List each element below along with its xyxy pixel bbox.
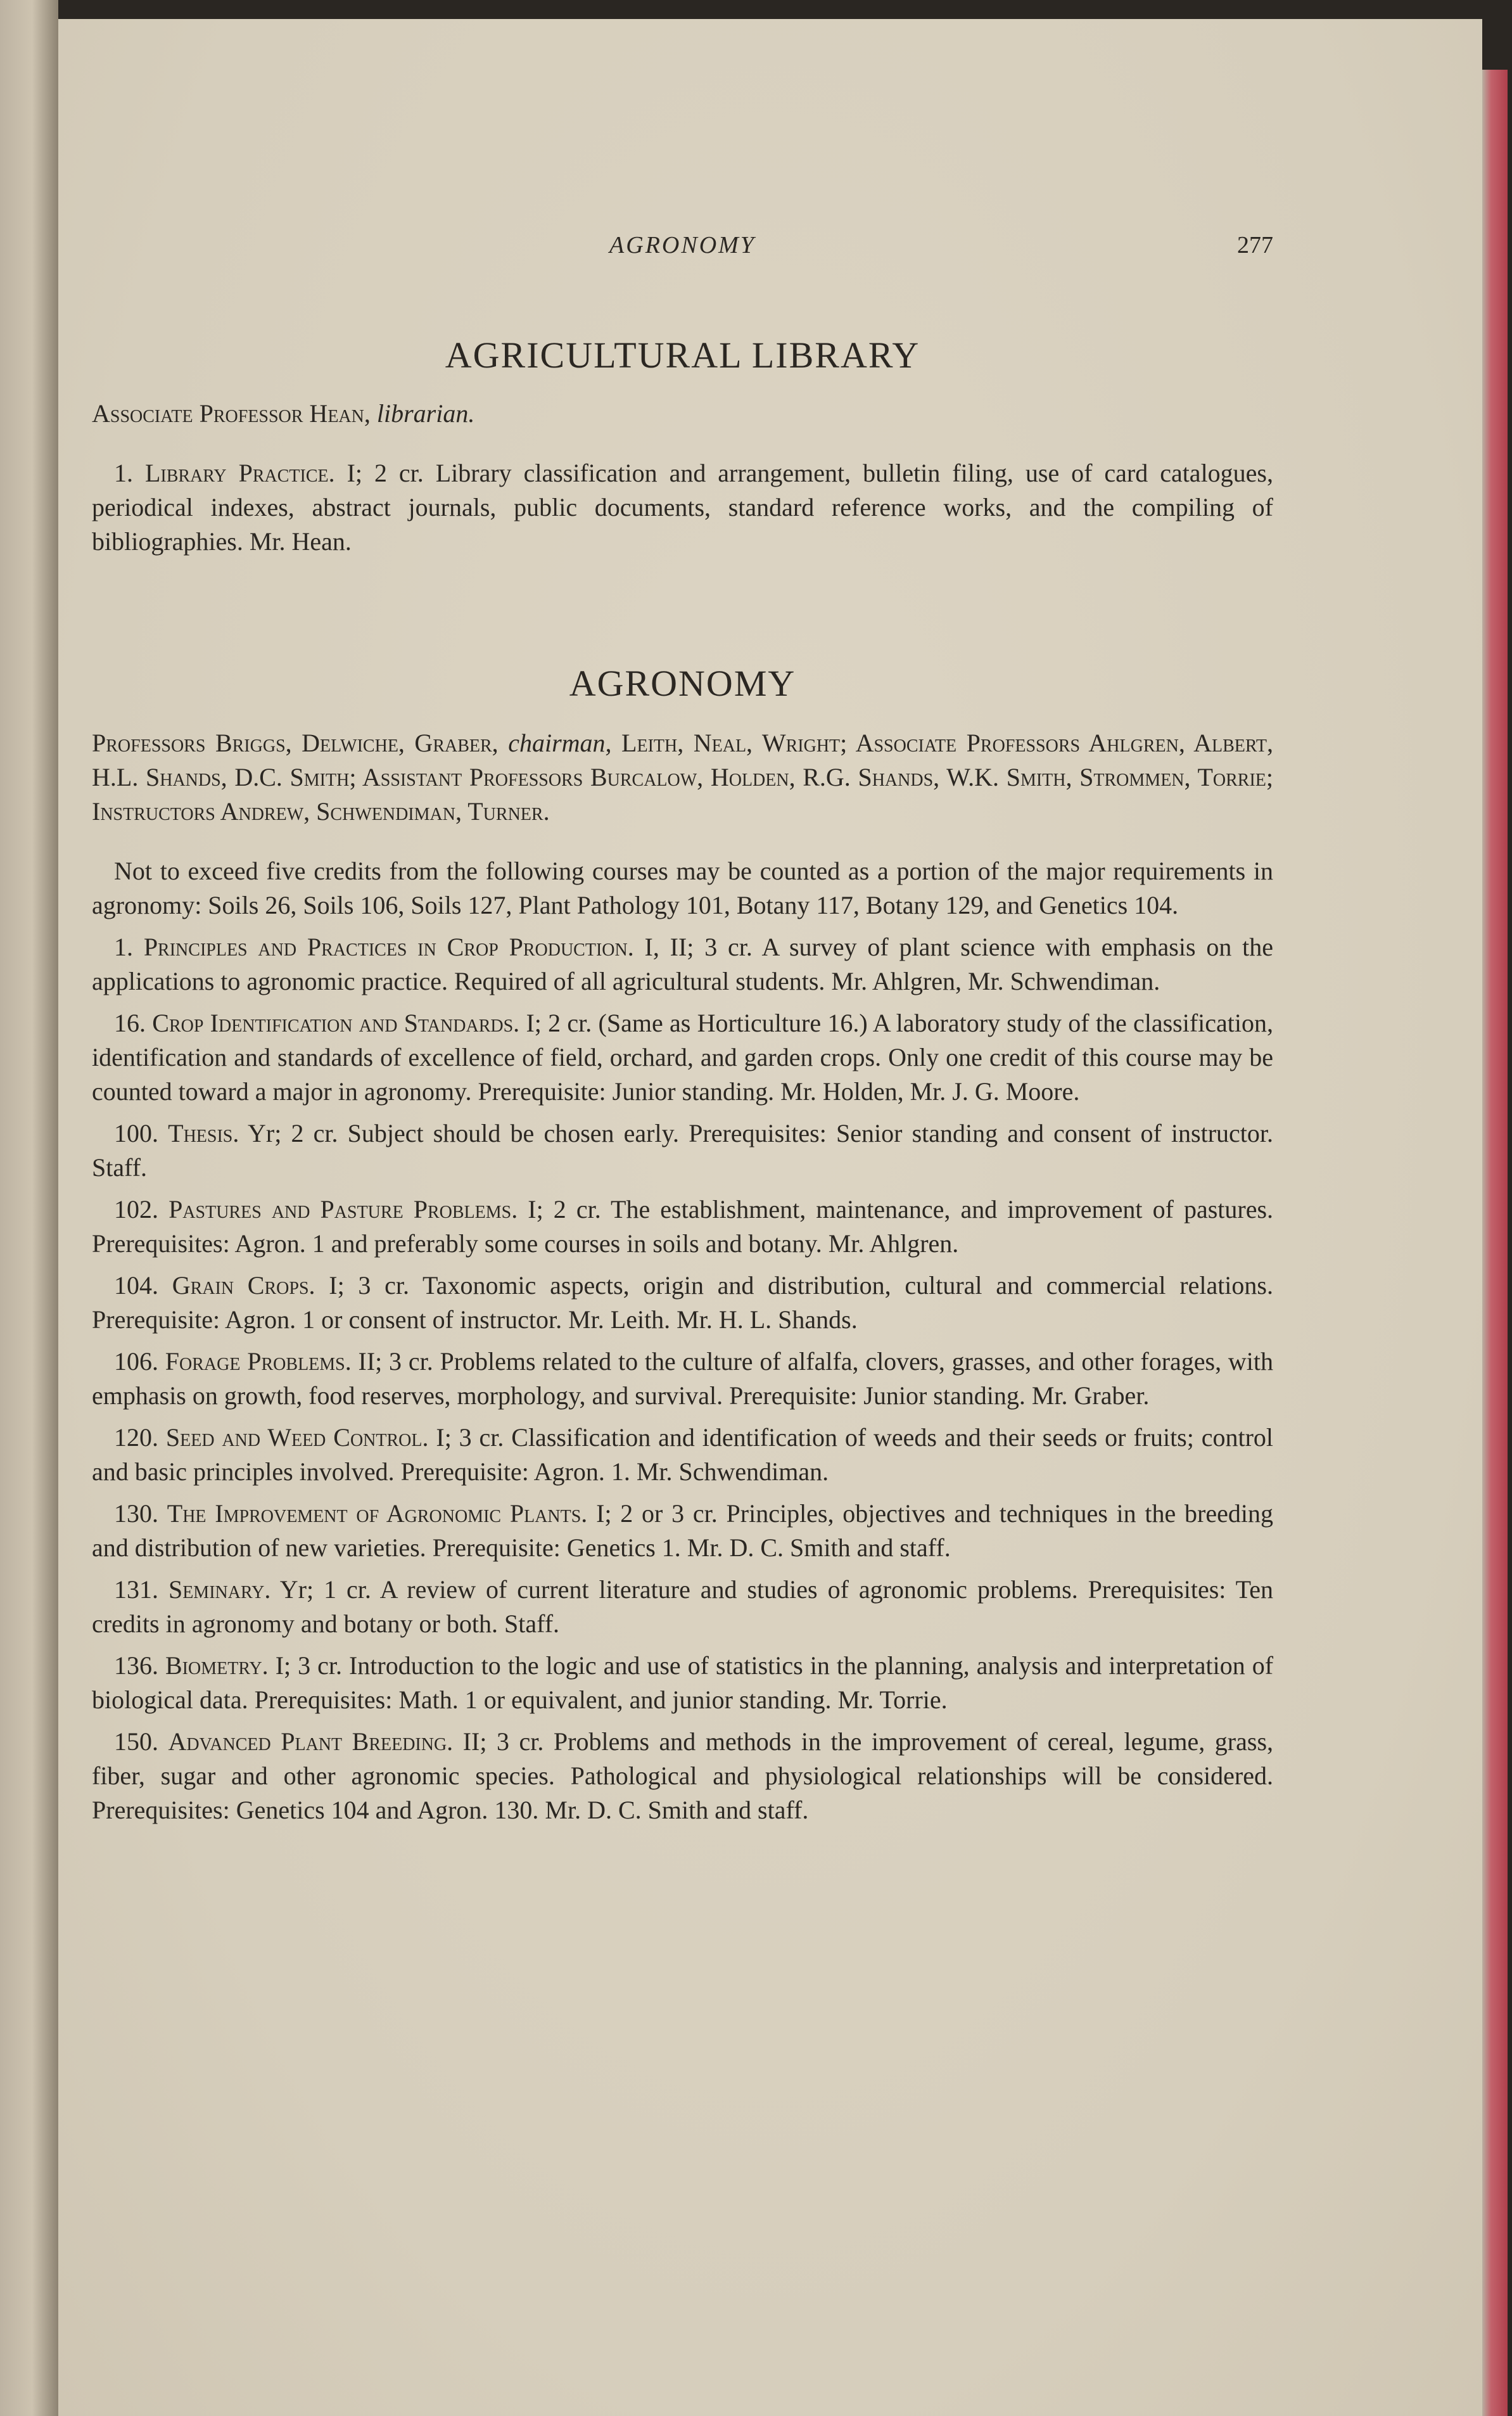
library-staff-title: Associate Professor Hean, [92, 399, 371, 428]
page-number: 277 [1237, 232, 1273, 259]
course-number: 150. [114, 1727, 158, 1756]
course-entry [92, 1497, 1273, 1565]
agronomy-staff [92, 726, 1273, 829]
agronomy-heading: AGRONOMY [569, 663, 796, 704]
course-number: 100. [114, 1119, 158, 1147]
book-cover-edge [1482, 70, 1508, 2416]
course-number: 102. [114, 1195, 158, 1224]
course-entry [92, 1573, 1273, 1641]
course-description: Yr; 2 cr. Subject should be chosen early. Prerequisites: Senior standing and consent of instructor. Staff. [92, 1119, 1274, 1182]
course-description: I, II; 3 cr. A survey of plant science with emphasis on the applications to agronomic practice. Required of all agricultural students. Mr. Ahlgren, Mr. Schwendiman. [92, 933, 1274, 995]
course-description: I; 2 cr. The establishment, maintenance, and improvement of pastures. Prerequisites: Agron. 1 and preferably some courses in soils and botany. Mr. Ahlgren. [92, 1195, 1274, 1258]
course-description: II; 3 cr. Problems related to the culture of alfalfa, clovers, grasses, and other forages, with emphasis on growth, food reserves, morphology, and survival. Prerequisite: Junior standing. Mr. Graber. [92, 1347, 1274, 1410]
staff-chairman: chairman, [508, 729, 612, 757]
course-entry [92, 1116, 1273, 1185]
course-name: Forage Problems. [165, 1347, 352, 1376]
library-heading: AGRICULTURAL LIBRARY [445, 335, 920, 376]
course-name: Seed and Weed Control. [165, 1423, 429, 1452]
course-name: Pastures and Pasture Problems. [168, 1195, 518, 1224]
course-description: I; 2 cr. Library classification and arrangement, bulletin filing, use of card catalogues, periodical indexes, abstract journals, public documents, standard reference works, and the compiling of bibliographies. Mr. Hean. [92, 459, 1273, 556]
course-entry [92, 1006, 1273, 1109]
course-name: Seminary. [168, 1575, 271, 1604]
course-description: I; 2 cr. (Same as Horticulture 16.) A laboratory study of the classification, identification and standards of excellence of field, orchard, and garden crops. Only one credit of this course may be counted toward a major in agronomy. Prerequisite: Junior standing. Mr. Holden, Mr. J. G. Moore. [92, 1009, 1273, 1106]
page-content [92, 228, 1273, 1835]
course-description: I; 3 cr. Taxonomic aspects, origin and distribution, cultural and commercial relations. Prerequisite: Agron. 1 or consent of instructor. Mr. Leith. Mr. H. L. Shands. [92, 1271, 1273, 1334]
course-description: II; 3 cr. Problems and methods in the improvement of cereal, legume, grass, fiber, sugar and other agronomic species. Pathological and physiological relationships will be considered. Prerequisites: Genetics 104 and Agron. 130. Mr. D. C. Smith and staff. [92, 1727, 1274, 1824]
running-head-title: AGRONOMY [609, 232, 756, 259]
course-number: 16. [114, 1009, 146, 1037]
course-description: I; 3 cr. Introduction to the logic and use of statistics in the planning, analysis and interpretation of biological data. Prerequisites: Math. 1 or equivalent, and junior standing. Mr. Torrie. [92, 1651, 1274, 1714]
course-entry [92, 1345, 1273, 1413]
course-entry [92, 1649, 1273, 1717]
course-entry [92, 456, 1273, 559]
course-number: 104. [114, 1271, 158, 1300]
library-staff-role: librarian. [376, 399, 475, 428]
course-entry [92, 1421, 1273, 1489]
course-name: Biometry. [165, 1651, 269, 1680]
staff-list-part1: Professors Briggs, Delwiche, Graber, [92, 729, 499, 757]
course-entry [92, 1192, 1273, 1261]
agronomy-intro: Not to exceed five credits from the following courses may be counted as a portion of the major requirements in agronomy: Soils 26, Soils 106, Soils 127, Plant Pathology 101, Botany 117, Botany 129, and Genetics 104. [92, 857, 1273, 919]
course-number: 1. [114, 459, 133, 487]
course-number: 106. [114, 1347, 158, 1376]
course-number: 120. [114, 1423, 158, 1452]
previous-page-edge [0, 0, 58, 2416]
course-name: Library Practice. [144, 459, 335, 487]
course-name: Grain Crops. [172, 1271, 315, 1300]
course-description: I; 3 cr. Classification and identification of weeds and their seeds or fruits; control and basic principles involved. Prerequisite: Agron. 1. Mr. Schwendiman. [92, 1423, 1274, 1486]
course-number: 1. [114, 933, 133, 961]
agronomy-section [92, 662, 1273, 1827]
library-staff [92, 397, 1273, 431]
course-name: Crop Identification and Standards. [152, 1009, 520, 1037]
course-name: Thesis. [168, 1119, 239, 1147]
course-entry [92, 1725, 1273, 1827]
course-description: I; 2 or 3 cr. Principles, objectives and techniques in the breeding and distribution of new varieties. Prerequisite: Genetics 1. Mr. D. C. Smith and staff. [92, 1499, 1273, 1562]
course-name: Advanced Plant Breeding. [168, 1727, 454, 1756]
course-name: Principles and Practices in Crop Production. [143, 933, 634, 961]
running-head [92, 228, 1273, 264]
library-section [92, 333, 1273, 559]
course-entry [92, 1269, 1273, 1337]
course-entry [92, 930, 1273, 999]
course-number: 130. [114, 1499, 158, 1528]
course-number: 131. [114, 1575, 158, 1604]
course-description: Yr; 1 cr. A review of current literature and studies of agronomic problems. Prerequisites: Ten credits in agronomy and botany or both. Staff. [92, 1575, 1273, 1638]
course-number: 136. [114, 1651, 158, 1680]
course-name: The Improvement of Agronomic Plants. [167, 1499, 588, 1528]
staff-list-part2: Leith, Neal, Wright; Associate Professors Ahlgren, Albert, H.L. Shands, D.C. Smith; Assistant Professors Burcalow, Holden, R.G. Shands, W.K. Smith, Strommen, Torrie; Instructors Andrew, Schwendiman, Turner. [92, 729, 1274, 826]
